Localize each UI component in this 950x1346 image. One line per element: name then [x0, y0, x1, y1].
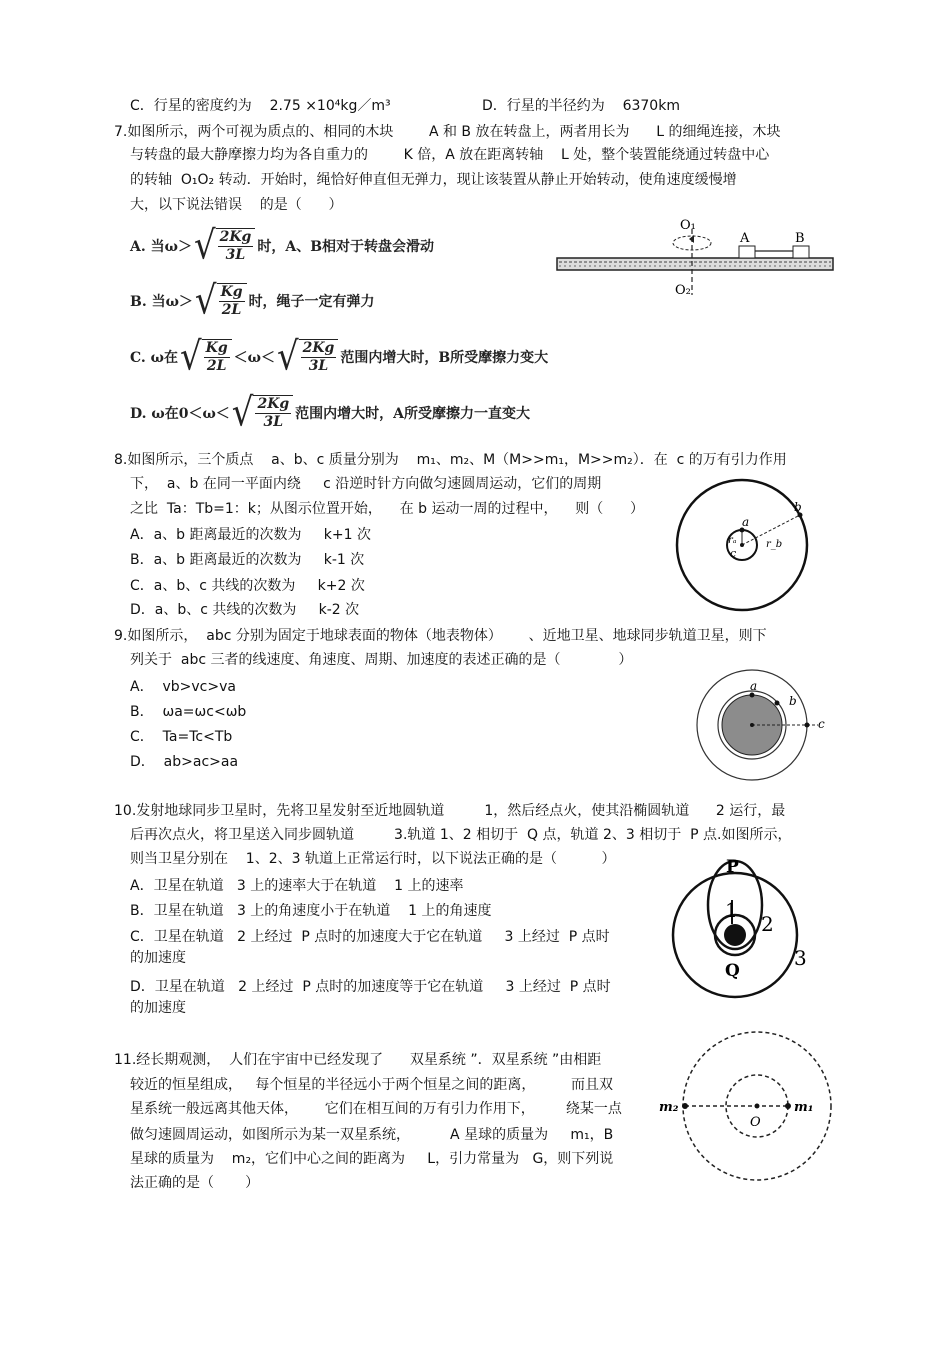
q10-option-b: B．卫星在轨道 3 上的角速度小于在轨道 1 上的角速度	[130, 903, 492, 919]
q7-option-a: A. 当ω＞ √ $\frac{2Kg}{3L}$ 时，A、B相对于转盘会滑动	[130, 223, 435, 269]
label-ra: rₐ	[728, 535, 737, 546]
label-o1: O₁	[680, 218, 696, 233]
label-a: a	[750, 679, 758, 693]
label-orbit-3: 3	[794, 946, 807, 970]
q10-option-c: C．卫星在轨道 2 上经过 P 点时的加速度大于它在轨道 3 上经过 P 点时	[130, 929, 610, 945]
q11-stem-line-3: 星系统一般远离其他天体， 它们在相互间的万有引力作用下， 绕某一点	[130, 1101, 622, 1117]
center-o	[755, 1104, 760, 1109]
q7-option-b: B. 当ω＞ √ $\frac{Kg}{2L}$ 时，绳子一定有弹力	[130, 278, 375, 324]
q7-stem-line-4: 大，以下说法错误 的是（ ）	[130, 197, 343, 213]
block-b	[793, 246, 809, 258]
q10-stem-line-1: 10.发射地球同步卫星时，先将卫星发射至近地圆轨道 1，然后经点火，使其沿椭圆轨道 2 运行，最	[114, 803, 786, 819]
q8-option-a: A．a、b 距离最近的次数为 k+1 次	[130, 527, 371, 543]
point-c	[740, 543, 744, 547]
q9-stem-line-2: 列关于 abc 三者的线速度、角速度、周期、加速度的表述正确的是（ ）	[130, 652, 633, 668]
label-c: c	[730, 547, 737, 560]
label-rb: r_b	[766, 539, 783, 550]
q10-option-d: D．卫星在轨道 2 上经过 P 点时的加速度等于它在轨道 3 上经过 P 点时	[130, 979, 611, 995]
label-m1: m₁	[794, 1100, 814, 1115]
q8-option-d: D．a、b、c 共线的次数为 k-2 次	[130, 602, 360, 618]
q7-stem-line-2: 与转盘的最大静摩擦力均为各自重力的 K 倍，A 放在距离转轴 L 处，整个装置能绕通过转盘中心	[130, 147, 770, 163]
q9-option-b: B． ωa=ωc<ωb	[130, 704, 247, 720]
q7-stem-line-3: 的转轴 O₁O₂ 转动．开始时，绳恰好伸直但无弹力，现让该装置从静止开始转动，使角速度缓慢增	[130, 172, 737, 188]
label-q: Q	[725, 961, 740, 981]
label-p: P	[726, 857, 739, 877]
q10-option-d-cont: 的加速度	[130, 1000, 186, 1016]
q11-stem-line-6: 法正确的是（ ）	[130, 1175, 260, 1191]
star-m2	[682, 1103, 688, 1109]
turntable-disk	[557, 258, 833, 270]
label-m2: m₂	[659, 1100, 679, 1115]
q10-orbit-figure	[670, 850, 820, 1005]
q9-orbit-figure	[690, 668, 830, 788]
q7-option-c: C. ω在 √ $\frac{Kg}{2L}$ ＜ω＜ √ $\frac{2Kg}{3L}$ 范围内增大时，B所受摩擦力变大	[130, 334, 549, 380]
q8-option-c: C．a、b、c 共线的次数为 k+2 次	[130, 578, 365, 594]
block-a	[739, 246, 755, 258]
q10-stem-line-2: 后再次点火，将卫星送入同步圆轨道 3.轨道 1、2 相切于 Q 点，轨道 2、3 相切于 P 点.如图所示，	[130, 827, 792, 843]
q9-option-a: A． vb>vc>va	[130, 679, 236, 695]
q10-option-c-cont: 的加速度	[130, 950, 186, 966]
q7-stem-line-1: 7.如图所示，两个可视为质点的、相同的木块 A 和 B 放在转盘上，两者用长为 L 的细绳连接，木块	[114, 124, 781, 140]
q10-stem-line-3: 则当卫星分别在 1、2、3 轨道上正常运行时，以下说法正确的是（ ）	[130, 851, 616, 867]
q6-option-c: C．行星的密度约为 2.75 ×10⁴kg／m³	[130, 98, 391, 114]
star-m1	[785, 1103, 791, 1109]
q11-stem-line-4: 做匀速圆周运动，如图所示为某一双星系统， A 星球的质量为 m₁，B	[130, 1127, 614, 1143]
label-orbit-1: 1	[725, 898, 738, 922]
q11-stem-line-2: 较近的恒星组成， 每个恒星的半径远小于两个恒星之间的距离， 而且双	[130, 1077, 613, 1093]
q9-option-d: D． ab>ac>aa	[130, 754, 239, 770]
q6-option-d: D．行星的半径约为 6370km	[482, 98, 680, 114]
label-o: O	[750, 1115, 761, 1130]
q11-stem-line-1: 11.经长期观测， 人们在宇宙中已经发现了 双星系统 ”．双星系统 ”由相距	[114, 1052, 602, 1068]
label-a: a	[742, 515, 750, 529]
q8-option-b: B．a、b 距离最近的次数为 k-1 次	[130, 552, 365, 568]
point-b	[775, 701, 780, 706]
q9-option-c: C． Ta=Tc<Tb	[130, 729, 233, 745]
q7-turntable-figure	[553, 215, 838, 300]
label-b: b	[794, 500, 802, 514]
label-o2: O₂	[675, 283, 691, 298]
label-a: A	[740, 231, 750, 246]
q7-option-d: D. ω在0＜ω＜ √ $\frac{2Kg}{3L}$ 范围内增大时，A所受摩擦力一直变大	[130, 390, 531, 436]
q10-option-a: A．卫星在轨道 3 上的速率大于在轨道 1 上的速率	[130, 878, 464, 894]
earth	[724, 924, 746, 946]
q8-stem-line-3: 之比 Ta：Tb=1：k；从图示位置开始， 在 b 运动一周的过程中， 则（ ）	[130, 501, 644, 517]
label-orbit-2: 2	[761, 912, 774, 936]
q11-stem-line-5: 星球的质量为 m₂，它们中心之间的距离为 L，引力常量为 G，则下列说	[130, 1151, 614, 1167]
q8-stem-line-2: 下， a、b 在同一平面内绕 c 沿逆时针方向做匀速圆周运动，它们的周期	[130, 476, 602, 492]
label-c: c	[818, 717, 825, 731]
point-a	[750, 693, 755, 698]
q8-stem-line-1: 8.如图所示，三个质点 a、b、c 质量分别为 m₁、m₂、M（M>>m₁，M>>m₂）．在 c 的万有引力作用	[114, 452, 787, 468]
q8-orbit-figure	[670, 475, 820, 615]
label-b: B	[795, 231, 805, 246]
q9-stem-line-1: 9.如图所示， abc 分别为固定于地球表面的物体（地表物体） 、近地卫星、地球同步轨道卫星，则下	[114, 628, 767, 644]
point-c	[805, 723, 810, 728]
label-b: b	[789, 694, 797, 708]
q11-binary-star-figure	[655, 1030, 835, 1185]
